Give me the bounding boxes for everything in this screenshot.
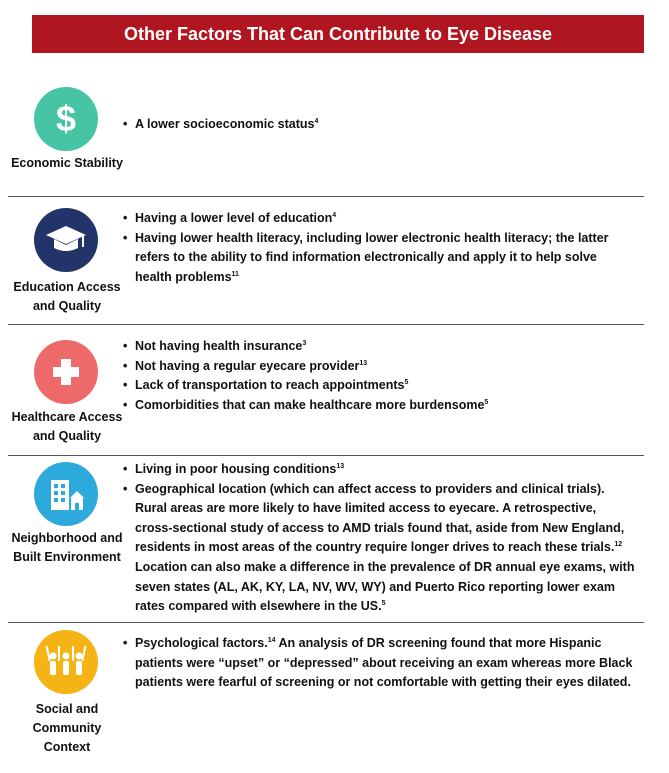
list-item: • Comorbidities that can make healthcare more burdensome$^5$: [123, 396, 635, 416]
divider: [8, 622, 644, 623]
row-label: Social and Community Context: [32, 702, 102, 754]
row-label: Neighborhood and Built Environment: [11, 531, 123, 564]
neighborhood-icon: [34, 462, 98, 526]
divider: [8, 455, 644, 456]
page-title-banner: [32, 15, 644, 53]
row-label: Healthcare Access and Quality: [11, 410, 123, 443]
list-item: • Having a lower level of education$^4$: [123, 209, 635, 229]
bullet-list: [123, 209, 635, 287]
bullet-list: [123, 337, 635, 415]
list-item: • Geographical location (which can affect access to providers and clinical trials). Rural areas are more likely to have limited access to eyecare. A retrospective, cross-sectional study of access to AMD trials found that, aside from New England, residents in most areas of the country require longer drives to reach these trials.$^{12}$ Location can also make a difference in the prevalence of DR annual eye exams, with seven states (AL, AK, KY, LA, NV, WV, WY) and Puerto Rico reporting lower exam rates compared with elsewhere in the US.$^5$: [123, 480, 635, 617]
list-item: • Not having health insurance$^3$: [123, 337, 635, 357]
social-community-icon: [34, 630, 98, 694]
divider: [8, 324, 644, 325]
bullet-list: [123, 460, 635, 617]
svg-text:$: $: [55, 99, 77, 139]
healthcare-icon: [34, 340, 98, 404]
list-item: • Not having a regular eyecare provider$^{13}$: [123, 357, 635, 377]
list-item: • Lack of transportation to reach appointments$^5$: [123, 376, 635, 396]
dollar-icon: [46, 99, 86, 139]
row-label: Economic Stability: [11, 156, 123, 170]
people-icon: [44, 644, 88, 680]
bullet-list: [123, 115, 635, 135]
graduation-cap-icon: [45, 223, 87, 257]
education-icon: [34, 208, 98, 272]
buildings-icon: [47, 476, 85, 512]
list-item: • Psychological factors.$^{14}$ An analysis of DR screening found that more Hispanic patients were “upset” or “depressed” about receiving an exam whereas more Black patients were fearful of screening or not comfortable with getting their eyes dilated.: [123, 634, 635, 693]
plus-icon: [51, 357, 81, 387]
row-label: Education Access and Quality: [13, 280, 121, 313]
list-item: • A lower socioeconomic status$^4$: [123, 115, 635, 135]
list-item: • Living in poor housing conditions$^{13}$: [123, 460, 635, 480]
list-item: • Having lower health literacy, including lower electronic health literacy; the latter refers to the ability to find information electronically and apply it to help solve health problems$^{11}$: [123, 229, 635, 288]
divider: [8, 196, 644, 197]
bullet-list: [123, 634, 635, 693]
page-title: Other Factors That Can Contribute to Eye Disease: [123, 23, 553, 44]
economic-stability-icon: [34, 87, 98, 151]
